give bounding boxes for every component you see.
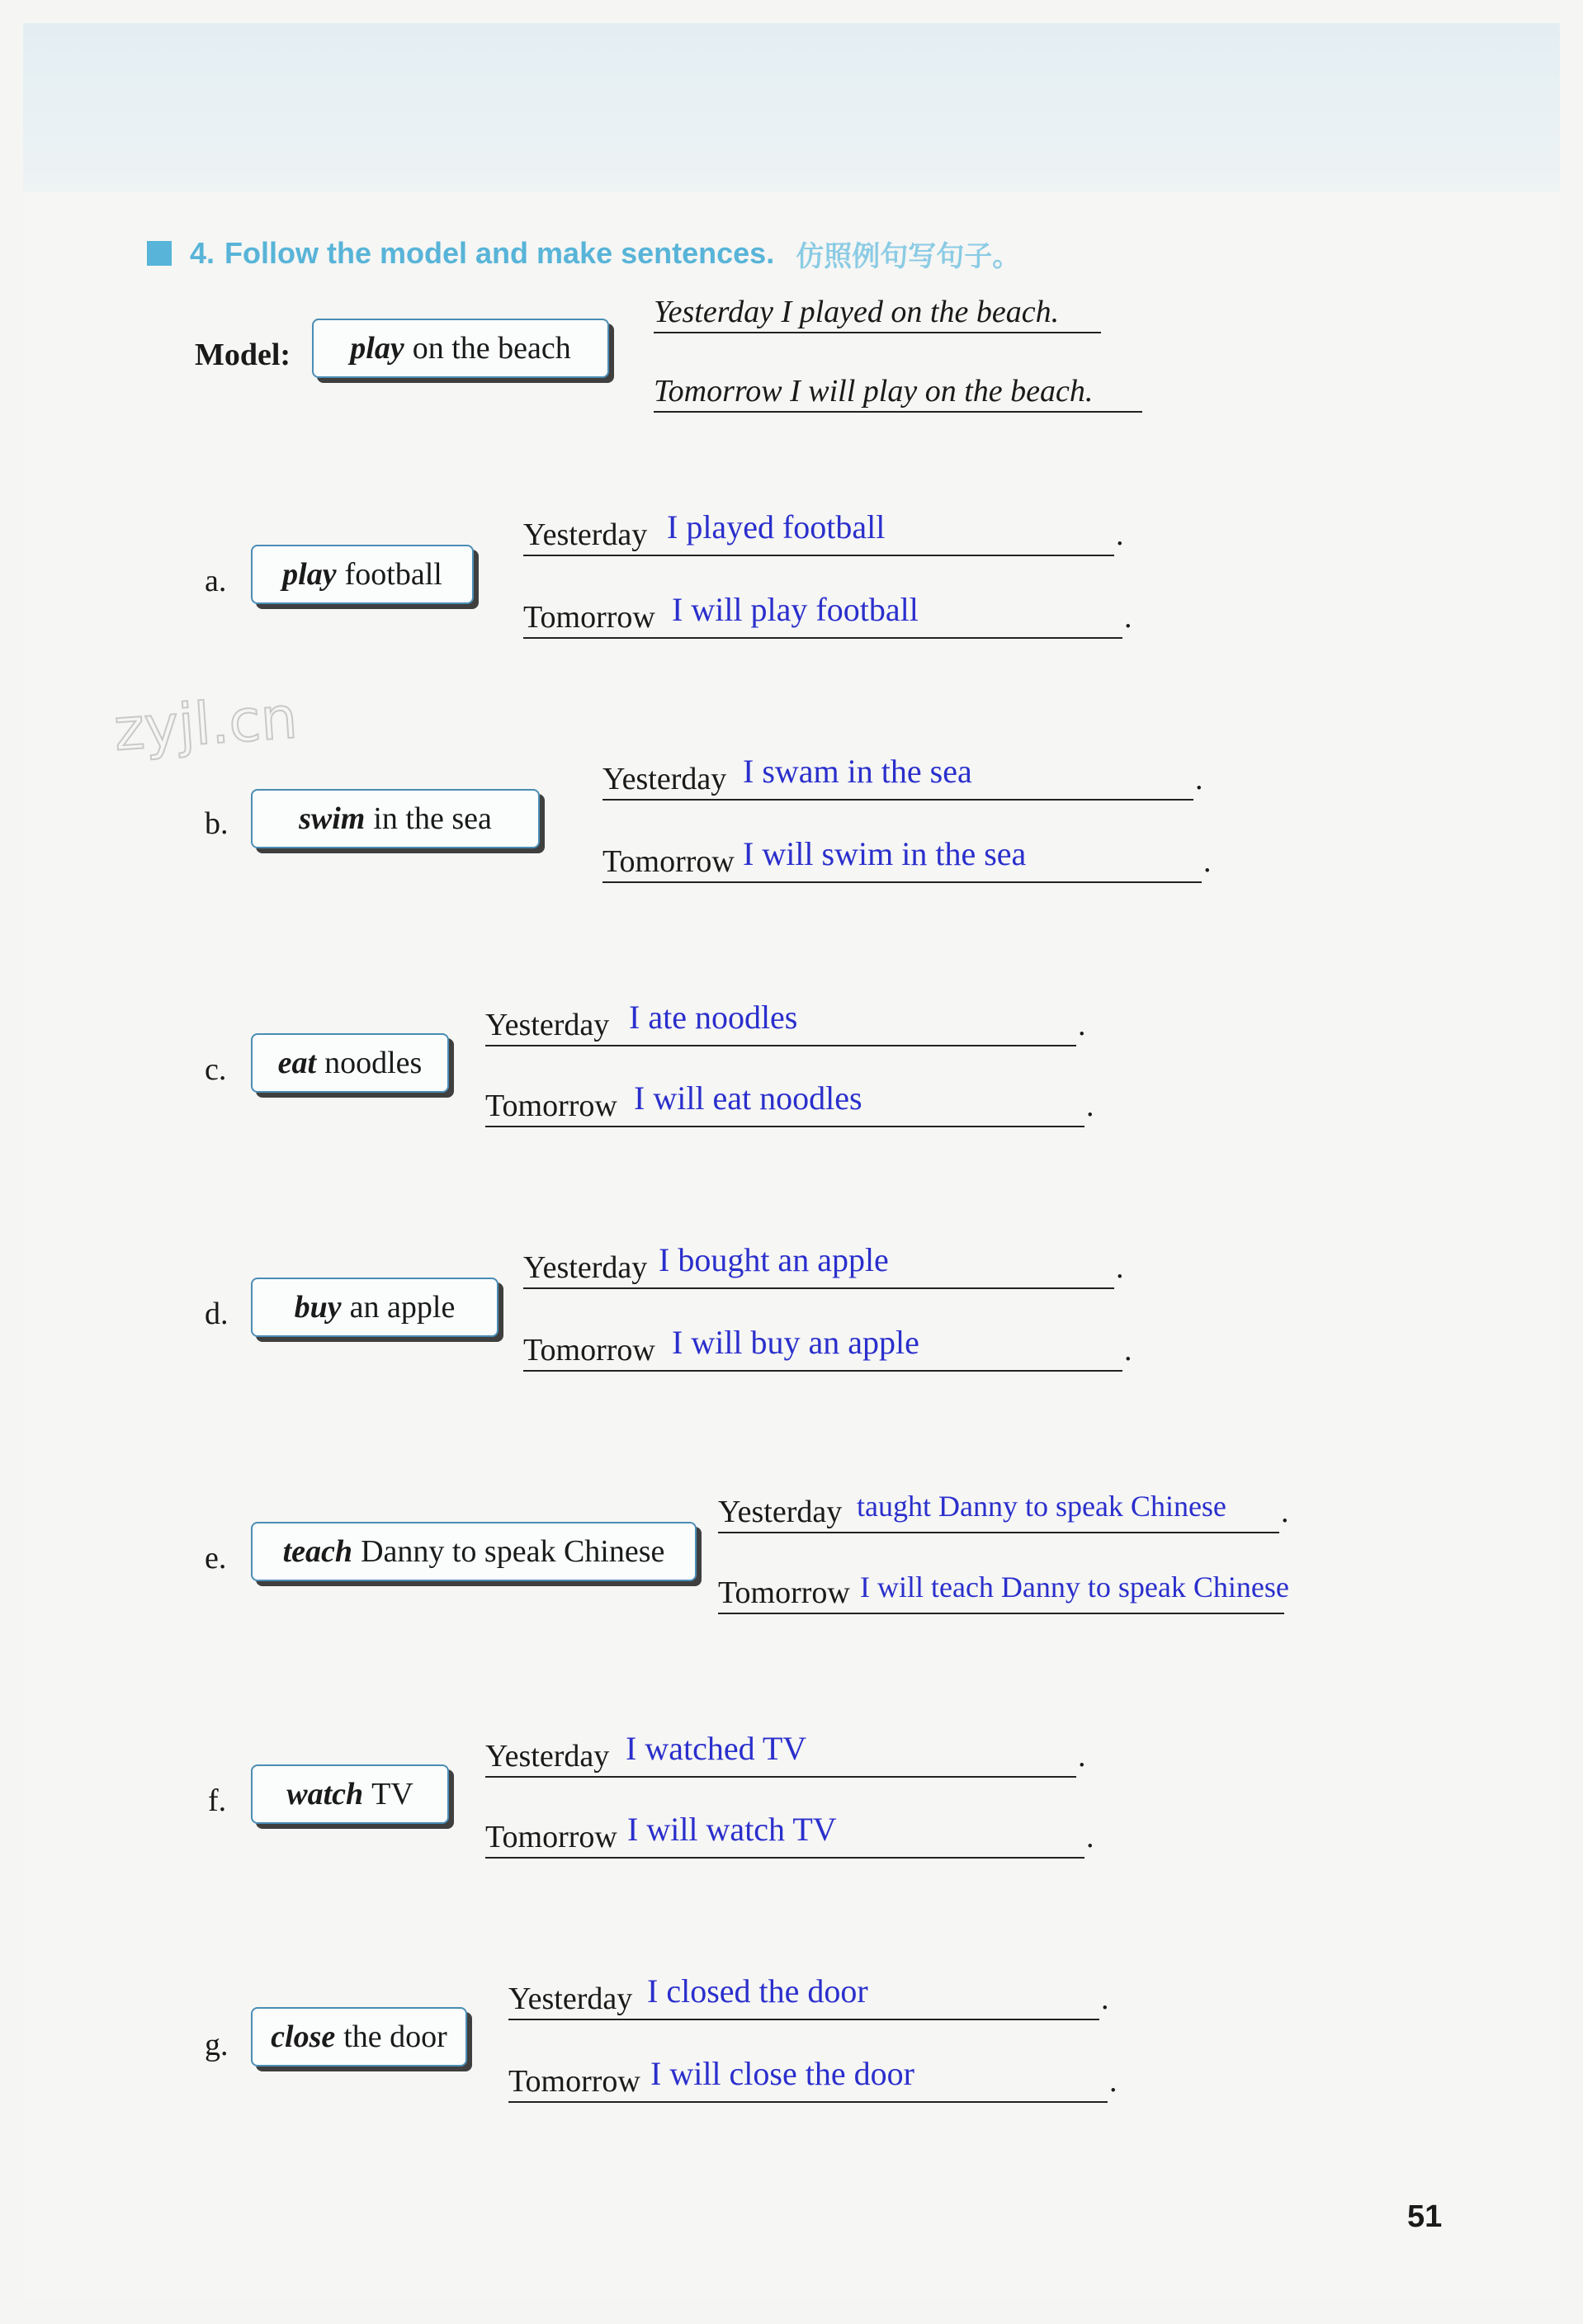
- model-label: Model:: [195, 338, 291, 372]
- item-letter: f.: [208, 1783, 227, 1818]
- tomorrow-label: Tomorrow: [523, 600, 655, 635]
- tomorrow-line: [523, 1324, 1122, 1372]
- phrase-box: [251, 1278, 499, 1337]
- period: .: [1116, 517, 1124, 552]
- period: .: [1281, 1495, 1289, 1529]
- model-phrase-rest: on the beach: [412, 331, 571, 366]
- yesterday-answer[interactable]: I closed the door: [647, 1972, 868, 2010]
- tomorrow-answer[interactable]: I will close the door: [650, 2055, 914, 2092]
- phrase-verb: buy: [294, 1290, 342, 1325]
- yesterday-answer[interactable]: taught Danny to speak Chinese: [857, 1490, 1226, 1523]
- tomorrow-label: Tomorrow: [718, 1575, 850, 1610]
- yesterday-line: [523, 1241, 1114, 1289]
- item-letter: d.: [205, 1297, 229, 1331]
- header-band: [23, 23, 1560, 192]
- tomorrow-line: [718, 1566, 1289, 1614]
- period: .: [1086, 1820, 1094, 1854]
- yesterday-label: Yesterday: [508, 1982, 633, 2016]
- instruction-chinese: 仿照例句写句子。: [796, 239, 1021, 273]
- tomorrow-label: Tomorrow: [485, 1820, 617, 1854]
- yesterday-line: [602, 753, 1193, 801]
- yesterday-line: [523, 508, 1114, 556]
- yesterday-line: [485, 1730, 1076, 1778]
- phrase-verb: teach: [282, 1534, 353, 1569]
- phrase-verb: play: [282, 557, 337, 592]
- yesterday-label: Yesterday: [485, 1739, 610, 1774]
- item-letter: b.: [205, 806, 229, 841]
- tomorrow-label: Tomorrow: [485, 1089, 617, 1123]
- phrase-box: [251, 1033, 449, 1093]
- yesterday-answer[interactable]: I swam in the sea: [743, 753, 972, 790]
- period: .: [1086, 1089, 1094, 1123]
- phrase-rest: the door: [343, 2019, 447, 2054]
- yesterday-label: Yesterday: [485, 1008, 610, 1042]
- phrase-verb: eat: [277, 1046, 317, 1080]
- yesterday-answer[interactable]: I played football: [667, 508, 886, 546]
- period: .: [1124, 600, 1132, 635]
- yesterday-answer[interactable]: I ate noodles: [629, 999, 798, 1036]
- yesterday-label: Yesterday: [523, 1250, 648, 1285]
- tomorrow-answer[interactable]: I will eat noodles: [634, 1079, 862, 1117]
- period: .: [1195, 762, 1203, 796]
- phrase-box: [251, 789, 540, 848]
- item-letter: a.: [205, 564, 227, 598]
- model-sentence-yesterday-text: Yesterday I played on the beach.: [654, 295, 1060, 329]
- period: .: [1116, 1250, 1124, 1285]
- phrase-rest: in the sea: [373, 801, 492, 836]
- model-sentence-tomorrow-text: Tomorrow I will play on the beach.: [654, 374, 1094, 409]
- period: .: [1203, 844, 1212, 879]
- exercise-instruction: [147, 233, 1020, 274]
- yesterday-label: Yesterday: [718, 1495, 843, 1529]
- phrase-rest: Danny to speak Chinese: [361, 1534, 665, 1569]
- tomorrow-answer[interactable]: I will swim in the sea: [743, 835, 1027, 872]
- tomorrow-answer[interactable]: I will play football: [672, 591, 919, 628]
- yesterday-label: Yesterday: [523, 517, 648, 552]
- yesterday-line: [718, 1486, 1279, 1533]
- tomorrow-line: [485, 1811, 1084, 1859]
- yesterday-answer[interactable]: I bought an apple: [659, 1241, 889, 1278]
- tomorrow-answer[interactable]: I will teach Danny to speak Chinese: [860, 1571, 1289, 1604]
- tomorrow-line: [485, 1079, 1084, 1127]
- item-letter: c.: [205, 1052, 227, 1087]
- phrase-box: [251, 2007, 467, 2067]
- yesterday-answer[interactable]: I watched TV: [626, 1730, 807, 1767]
- tomorrow-answer[interactable]: I will watch TV: [627, 1811, 837, 1848]
- yesterday-line: [508, 1972, 1099, 2020]
- instruction-text: Follow the model and make sentences.: [224, 236, 775, 270]
- yesterday-line: [485, 999, 1076, 1046]
- tomorrow-label: Tomorrow: [523, 1333, 655, 1367]
- period: .: [1101, 1982, 1109, 2016]
- model-phrase-verb: play: [350, 331, 404, 366]
- tomorrow-line: [602, 835, 1202, 883]
- phrase-rest: TV: [371, 1777, 413, 1811]
- phrase-box: [251, 1764, 449, 1824]
- phrase-verb: close: [271, 2019, 336, 2054]
- phrase-verb: watch: [286, 1777, 364, 1811]
- item-letter: e.: [205, 1541, 227, 1575]
- item-letter: g.: [205, 2028, 229, 2062]
- yesterday-label: Yesterday: [602, 762, 727, 796]
- phrase-rest: an apple: [349, 1290, 456, 1325]
- tomorrow-line: [523, 591, 1122, 639]
- phrase-rest: football: [344, 557, 442, 592]
- tomorrow-line: [508, 2055, 1108, 2103]
- phrase-box: [251, 1522, 697, 1581]
- phrase-rest: noodles: [324, 1046, 423, 1080]
- exercise-number: 4.: [190, 236, 215, 270]
- model-phrase-box: [312, 319, 609, 378]
- phrase-box: [251, 545, 474, 604]
- watermark: zyjl.cn: [111, 683, 300, 764]
- model-sentence-tomorrow: [654, 371, 1142, 413]
- page-number: 51: [1407, 2199, 1443, 2234]
- period: .: [1124, 1333, 1132, 1367]
- period: .: [1078, 1739, 1086, 1774]
- tomorrow-label: Tomorrow: [602, 844, 735, 879]
- period: .: [1109, 2064, 1118, 2099]
- period: .: [1078, 1008, 1086, 1042]
- tomorrow-label: Tomorrow: [508, 2064, 640, 2099]
- section-square-icon: [147, 241, 172, 266]
- phrase-verb: swim: [299, 801, 366, 836]
- model-sentence-yesterday: [654, 292, 1101, 333]
- tomorrow-answer[interactable]: I will buy an apple: [672, 1324, 919, 1361]
